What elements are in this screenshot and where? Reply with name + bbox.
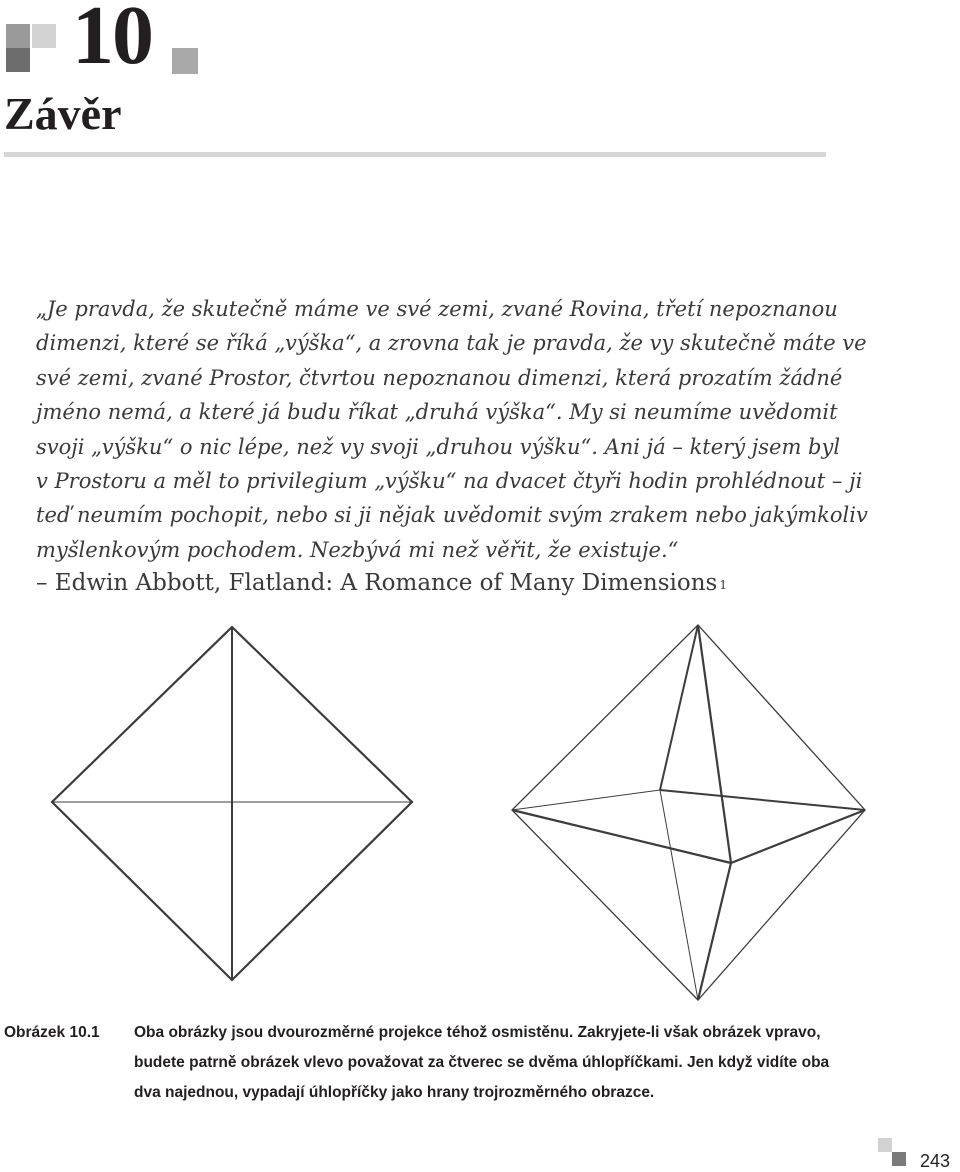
epigraph-line: myšlenkovým pochodem. Nezbývá mi než věřit, že existuje.“ [36, 537, 679, 562]
edge-bottom-back [660, 790, 698, 1000]
right-outline [512, 625, 865, 1000]
page-number: 243 [920, 1151, 951, 1171]
left-projection-square [52, 627, 412, 980]
epigraph-line: „Je pravda, že skutečně máme ve své zemi, zvané Rovina, třetí nepoznanou [36, 297, 838, 321]
decor-square-mid [6, 24, 30, 48]
edge-right-back [660, 790, 865, 810]
chapter-title: Závěr [4, 88, 122, 139]
edge-bottom-front [698, 863, 731, 1000]
figure-octahedron-projections [0, 615, 960, 1015]
caption-line: Oba obrázky jsou dvourozměrné projekce téhož osmistěnu. Zakryjete-li však obrázek vpravo, [134, 1024, 821, 1041]
chapter-number: 10 [72, 0, 152, 82]
epigraph-quote [36, 292, 896, 567]
page-square-light [878, 1138, 892, 1152]
page-square-dark [892, 1152, 906, 1166]
footnote-reference: 1 [719, 578, 728, 592]
epigraph-line: svoji „výšku“ o nic lépe, než vy svoji „druhou výšku“. Ani já – který jsem byl [36, 434, 841, 459]
decor-square-title [172, 48, 198, 74]
epigraph-line: v Prostoru a měl to privilegium „výšku“ na dvacet čtyři hodin prohlédnout – ji [36, 469, 863, 494]
epigraph-line: teď neumím pochopit, nebo si ji nějak uvědomit svým zrakem nebo jakýmkoliv [36, 503, 868, 528]
edge-top-front [698, 625, 731, 863]
epigraph-line: jméno nemá, a které já budu říkat „druhá výška“. My si neumíme uvědomit [36, 400, 838, 425]
edge-right-front [731, 810, 865, 863]
right-projection-octahedron [512, 625, 865, 1000]
figure-caption [134, 1018, 934, 1108]
epigraph-line: své zemi, zvané Prostor, čtvrtou nepoznanou dimenzi, která prozatím žádné [36, 365, 843, 390]
attribution-text: – Edwin Abbott, Flatland: A Romance of Many Dimensions [36, 570, 718, 596]
edge-top-back [660, 625, 698, 790]
edge-left-front [512, 810, 731, 863]
epigraph-attribution [36, 566, 727, 600]
figure-label: Obrázek 10.1 [4, 1024, 100, 1041]
caption-line: budete patrně obrázek vlevo považovat za čtverec se dvěma úhlopříčkami. Jen když vidíte oba [134, 1054, 830, 1071]
decor-square-dark [6, 48, 30, 72]
caption-line: dva najednou, vypadají úhlopříčky jako hrany trojrozměrného obrazce. [134, 1084, 655, 1101]
epigraph-line: dimenzi, které se říká „výška“, a zrovna tak je pravda, že vy skutečně máte ve [36, 331, 867, 356]
title-rule [4, 152, 826, 157]
edge-left-back [512, 790, 660, 810]
decor-square-light [32, 24, 56, 48]
